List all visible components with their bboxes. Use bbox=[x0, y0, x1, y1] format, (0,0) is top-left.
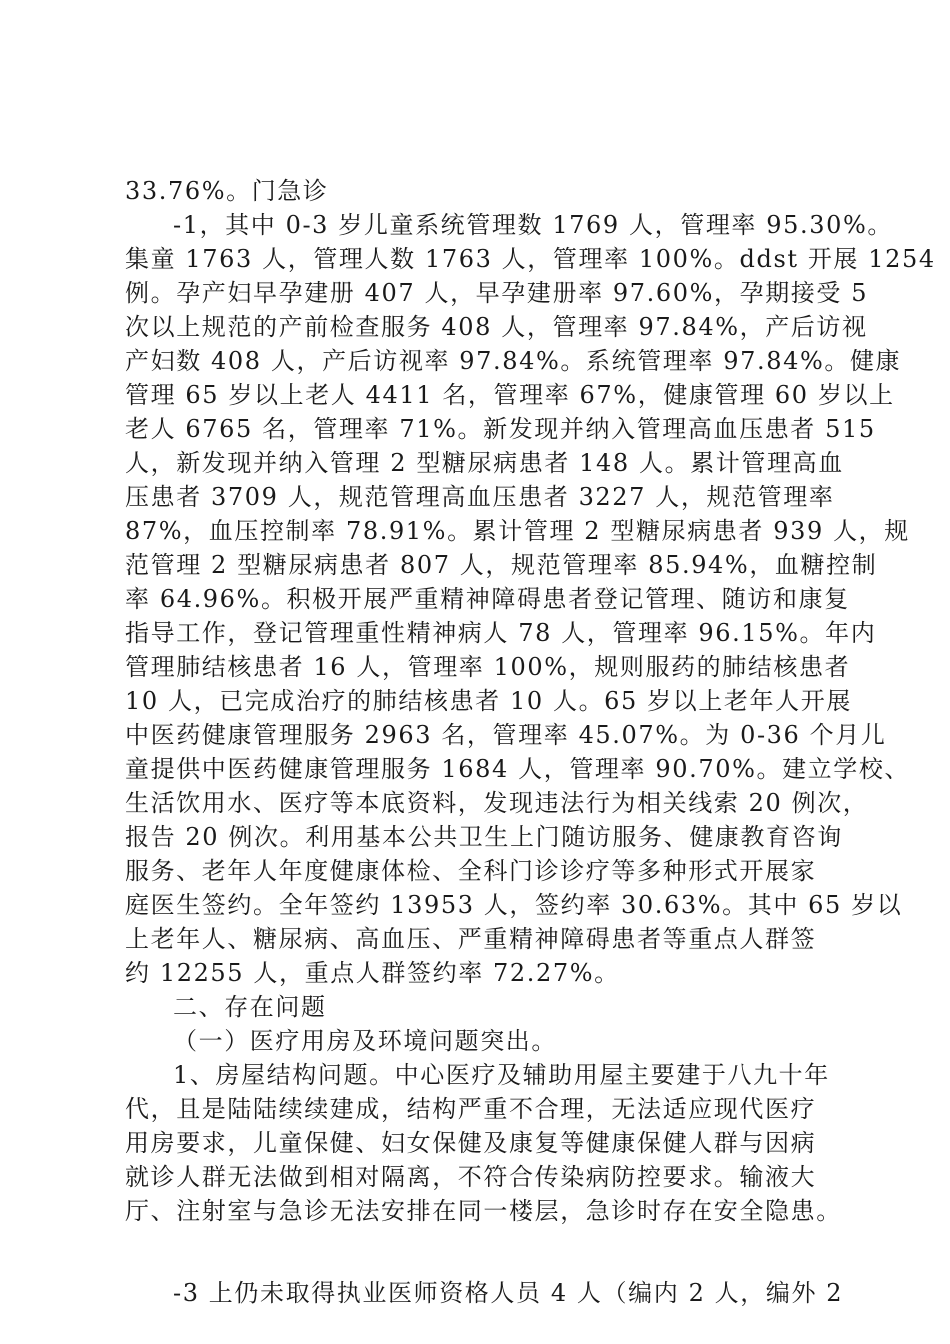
text-line: 87%，血压控制率 78.91%。累计管理 2 型糖尿病患者 939 人，规 bbox=[125, 517, 910, 545]
paragraph-gap bbox=[125, 1228, 840, 1276]
paragraph-start-line: -1，其中 0-3 岁儿童系统管理数 1769 人，管理率 95.30%。 bbox=[173, 211, 893, 239]
text-line: 老人 6765 名，管理率 71%。新发现并纳入管理高血压患者 515 bbox=[125, 415, 876, 443]
text-line: 范管理 2 型糖尿病患者 807 人，规范管理率 85.94%，血糖控制 bbox=[125, 551, 878, 579]
text-line: 33.76%。门急诊 bbox=[125, 177, 329, 205]
text-line: 指导工作，登记管理重性精神病人 78 人，管理率 96.15%。年内 bbox=[125, 619, 877, 647]
text-line: 报告 20 例次。利用基本公共卫生上门随访服务、健康教育咨询 bbox=[125, 823, 843, 851]
text-line: 管理肺结核患者 16 人，管理率 100%，规则服药的肺结核患者 bbox=[125, 653, 851, 681]
text-line: 产妇数 408 人，产后访视率 97.84%。系统管理率 97.84%。健康 bbox=[125, 347, 902, 375]
text-line: 集童 1763 人，管理人数 1763 人，管理率 100%。ddst 开展 1254 bbox=[125, 245, 936, 273]
text-line: 服务、老年人年度健康体检、全科门诊诊疗等多种形式开展家 bbox=[125, 857, 817, 885]
text-line: 10 人，已完成治疗的肺结核患者 10 人。65 岁以上老年人开展 bbox=[125, 687, 852, 715]
subsection-heading: （一）医疗用房及环境问题突出。 bbox=[173, 1027, 557, 1055]
text-line: 就诊人群无法做到相对隔离，不符合传染病防控要求。输液大 bbox=[125, 1163, 817, 1191]
text-line: 管理 65 岁以上老人 4411 名，管理率 67%，健康管理 60 岁以上 bbox=[125, 381, 895, 409]
text-line: 率 64.96%。积极开展严重精神障碍患者登记管理、随访和康复 bbox=[125, 585, 850, 613]
text-line: 代，且是陆陆续续建成，结构严重不合理，无法适应现代医疗 bbox=[125, 1095, 817, 1123]
body-text bbox=[125, 174, 936, 1310]
text-line: 压患者 3709 人，规范管理高血压患者 3227 人，规范管理率 bbox=[125, 483, 835, 511]
text-line: 用房要求，儿童保健、妇女保健及康复等健康保健人群与因病 bbox=[125, 1129, 817, 1157]
text-line: 约 12255 人，重点人群签约率 72.27%。 bbox=[125, 959, 620, 987]
text-line: 厅、注射室与急诊无法安排在同一楼层，急诊时存在安全隐患。 bbox=[125, 1197, 842, 1225]
text-line: 童提供中医药健康管理服务 1684 人，管理率 90.70%。建立学校、 bbox=[125, 755, 911, 783]
text-line: 例。孕产妇早孕建册 407 人，早孕建册率 97.60%，孕期接受 5 bbox=[125, 279, 869, 307]
text-line: 上老年人、糖尿病、高血压、严重精神障碍患者等重点人群签 bbox=[125, 925, 817, 953]
text-line: 中医药健康管理服务 2963 名，管理率 45.07%。为 0-36 个月儿 bbox=[125, 721, 887, 749]
paragraph-start-line: 1、房屋结构问题。中心医疗及辅助用屋主要建于八九十年 bbox=[173, 1061, 830, 1089]
text-line: 次以上规范的产前检查服务 408 人，管理率 97.84%，产后访视 bbox=[125, 313, 868, 341]
paragraph-start-line: -3 上仍未取得执业医师资格人员 4 人（编内 2 人，编外 2 bbox=[173, 1279, 844, 1307]
text-line: 庭医生签约。全年签约 13953 人，签约率 30.63%。其中 65 岁以 bbox=[125, 891, 903, 919]
text-line: 生活饮用水、医疗等本底资料，发现违法行为相关线索 20 例次， bbox=[125, 789, 869, 817]
section-heading: 二、存在问题 bbox=[173, 993, 327, 1021]
text-line: 人，新发现并纳入管理 2 型糖尿病患者 148 人。累计管理高血 bbox=[125, 449, 844, 477]
